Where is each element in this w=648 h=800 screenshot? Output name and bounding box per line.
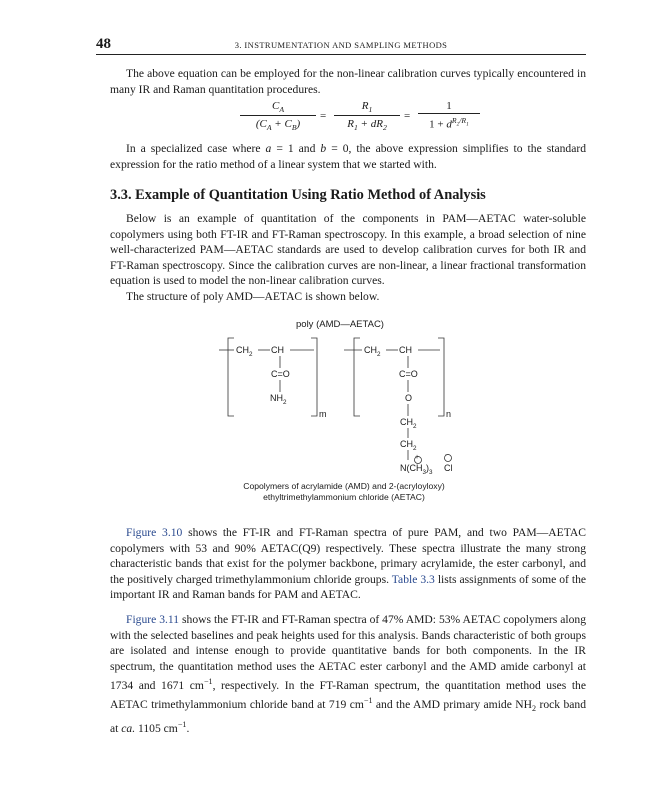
ca-italic: ca. bbox=[121, 721, 136, 735]
right-ch2a-text: CH bbox=[400, 417, 413, 427]
left-ch2-label: $CH_2$ bbox=[236, 345, 253, 358]
chemical-structure bbox=[214, 316, 474, 506]
plus-charge: + bbox=[415, 454, 420, 461]
equation-rhs-numerator: 1 bbox=[418, 100, 480, 114]
left-ch-label: CH bbox=[271, 345, 284, 355]
figure-3-10-link[interactable]: Figure 3.10 bbox=[126, 526, 183, 539]
sup-minus1-a: −1 bbox=[203, 677, 213, 686]
section-paragraph-2: The structure of poly AMD—AETAC is shown below. bbox=[126, 290, 380, 303]
structure-caption bbox=[214, 481, 474, 503]
left-carbonyl-label: C=O bbox=[271, 369, 290, 379]
equation-rhs bbox=[418, 100, 480, 131]
table-3-3-link[interactable]: Table 3.3 bbox=[391, 572, 435, 586]
equation-mid-denominator: $R_1 + dR_2$ bbox=[347, 118, 387, 133]
equals-sign-1: = bbox=[320, 110, 327, 122]
section-paragraph-1: Below is an example of quantitation of the components in PAM—AETAC water-soluble copolymers using both FT-IR and FT-Raman spectroscopy. In this example, a broad selection of nine well-characterized PAM—AETAC standards are used to develop calibration curves for both IR and FT-Raman spectroscopy. Since the calibration curves are non-linear, a linear fractional transformation equation is used to model the non-linear calibration curves. bbox=[110, 212, 586, 287]
equation-mid-numerator: $R_1$ bbox=[334, 100, 400, 116]
para3-end-text: lists assignments of some of the important IR and Raman bands for PAM and AETAC. bbox=[110, 572, 587, 601]
left-amide-label: $NH_2$ bbox=[270, 393, 287, 406]
left-amide-text: NH bbox=[270, 393, 283, 403]
para4f-text: . bbox=[186, 721, 190, 735]
right-ch2-label: $CH_2$ bbox=[364, 345, 381, 358]
right-subscript-n: n bbox=[446, 409, 452, 419]
minus-charge: − bbox=[445, 452, 450, 459]
body-paragraph-4 bbox=[110, 612, 586, 736]
para4c-text: and the AMD primary amide NH bbox=[372, 698, 532, 712]
equation-lhs-denominator: $(C_A + C_B)$ bbox=[255, 118, 301, 133]
equation-middle bbox=[334, 100, 400, 132]
special-case-paragraph: In a specialized case where a = 1 and b = 0, the above expression simplifies to the standard expression for the ratio method of a linear system that we started with. bbox=[110, 142, 586, 171]
running-head: 3. INSTRUMENTATION AND SAMPLING METHODS bbox=[234, 40, 448, 50]
equation-rhs-denominator: $1 + d^{R_2/R_1}$ bbox=[429, 116, 469, 131]
ammonium-label: $N(CH_3)_3$ bbox=[400, 463, 433, 476]
structure-title: poly (AMD—AETAC) bbox=[296, 319, 384, 330]
right-ch2a-label: $CH_2$ bbox=[400, 417, 417, 430]
equals-sign-2: = bbox=[404, 110, 411, 122]
right-ch-label: CH bbox=[399, 345, 412, 355]
figure-3-11-link[interactable]: Figure 3.11 bbox=[126, 613, 180, 626]
right-ch2-text: CH bbox=[364, 345, 377, 355]
caption-line-1: Copolymers of acrylamide (AMD) and 2-(acryloyloxy) bbox=[243, 481, 445, 491]
sup-minus1-c: −1 bbox=[177, 720, 187, 730]
para3-text: shows the FT-IR and FT-Raman spectra of pure PAM, and two PAM—AETAC copolymers with 53 and 90% AETAC(Q9) respectively. These spectra illustrate the many strong characteristic bands that exist for the polymer backbone, primary acrylamide, the ester carbonyl, and the positively charged trimethylammonium chloride groups. bbox=[110, 526, 586, 586]
sup-minus1-b: −1 bbox=[363, 696, 373, 706]
para4a-text: shows the FT-IR and FT-Raman spectra of 47% AMD: 53% AETAC copolymers along with the selected baselines and peak heights used for this analysis. Bands characteristic of both groups are isolated and intense enough to provide quantitative bands for both components. In the IR spectrum, the quantitation method uses the AETAC ester carbonyl and the AMD amide carbonyl at 1734 and 1671 cm bbox=[110, 613, 586, 692]
right-ch2b-text: CH bbox=[400, 439, 413, 449]
para4b-text: , respectively. In the FT-Raman spectrum, the quantitation method uses the AETAC trimethylammonium chloride band at 719 cm bbox=[110, 678, 586, 712]
chloride-label: Cl bbox=[444, 463, 453, 473]
ratio-equation bbox=[240, 100, 480, 136]
page-number: 48 bbox=[96, 36, 111, 52]
left-subscript-m: m bbox=[319, 409, 327, 419]
right-ch2b-label: $CH_2$ bbox=[400, 439, 417, 452]
left-ch2-text: CH bbox=[236, 345, 249, 355]
equation-lhs-numerator: $C_A$ bbox=[240, 100, 316, 116]
structure-bonds bbox=[214, 316, 474, 486]
para4d-text: rock band at bbox=[110, 698, 586, 735]
sub-2: 2 bbox=[532, 704, 537, 714]
caption-line-2: ethyltrimethylammonium chloride (AETAC) bbox=[263, 492, 425, 502]
equation-lhs bbox=[240, 100, 316, 132]
page-header bbox=[96, 36, 586, 55]
para4e-text: 1105 cm bbox=[135, 721, 178, 735]
section-title: 3.3. Example of Quantitation Using Ratio Method of Analysis bbox=[110, 187, 486, 203]
right-oxygen-label: O bbox=[405, 393, 413, 403]
intro-paragraph: The above equation can be employed for the non-linear calibration curves typically encountered in many IR and Raman quantitation procedures. bbox=[110, 67, 586, 96]
right-carbonyl-label: C=O bbox=[399, 369, 418, 379]
body-paragraph-3 bbox=[110, 525, 586, 603]
ammonium-text: N(CH bbox=[400, 463, 423, 473]
